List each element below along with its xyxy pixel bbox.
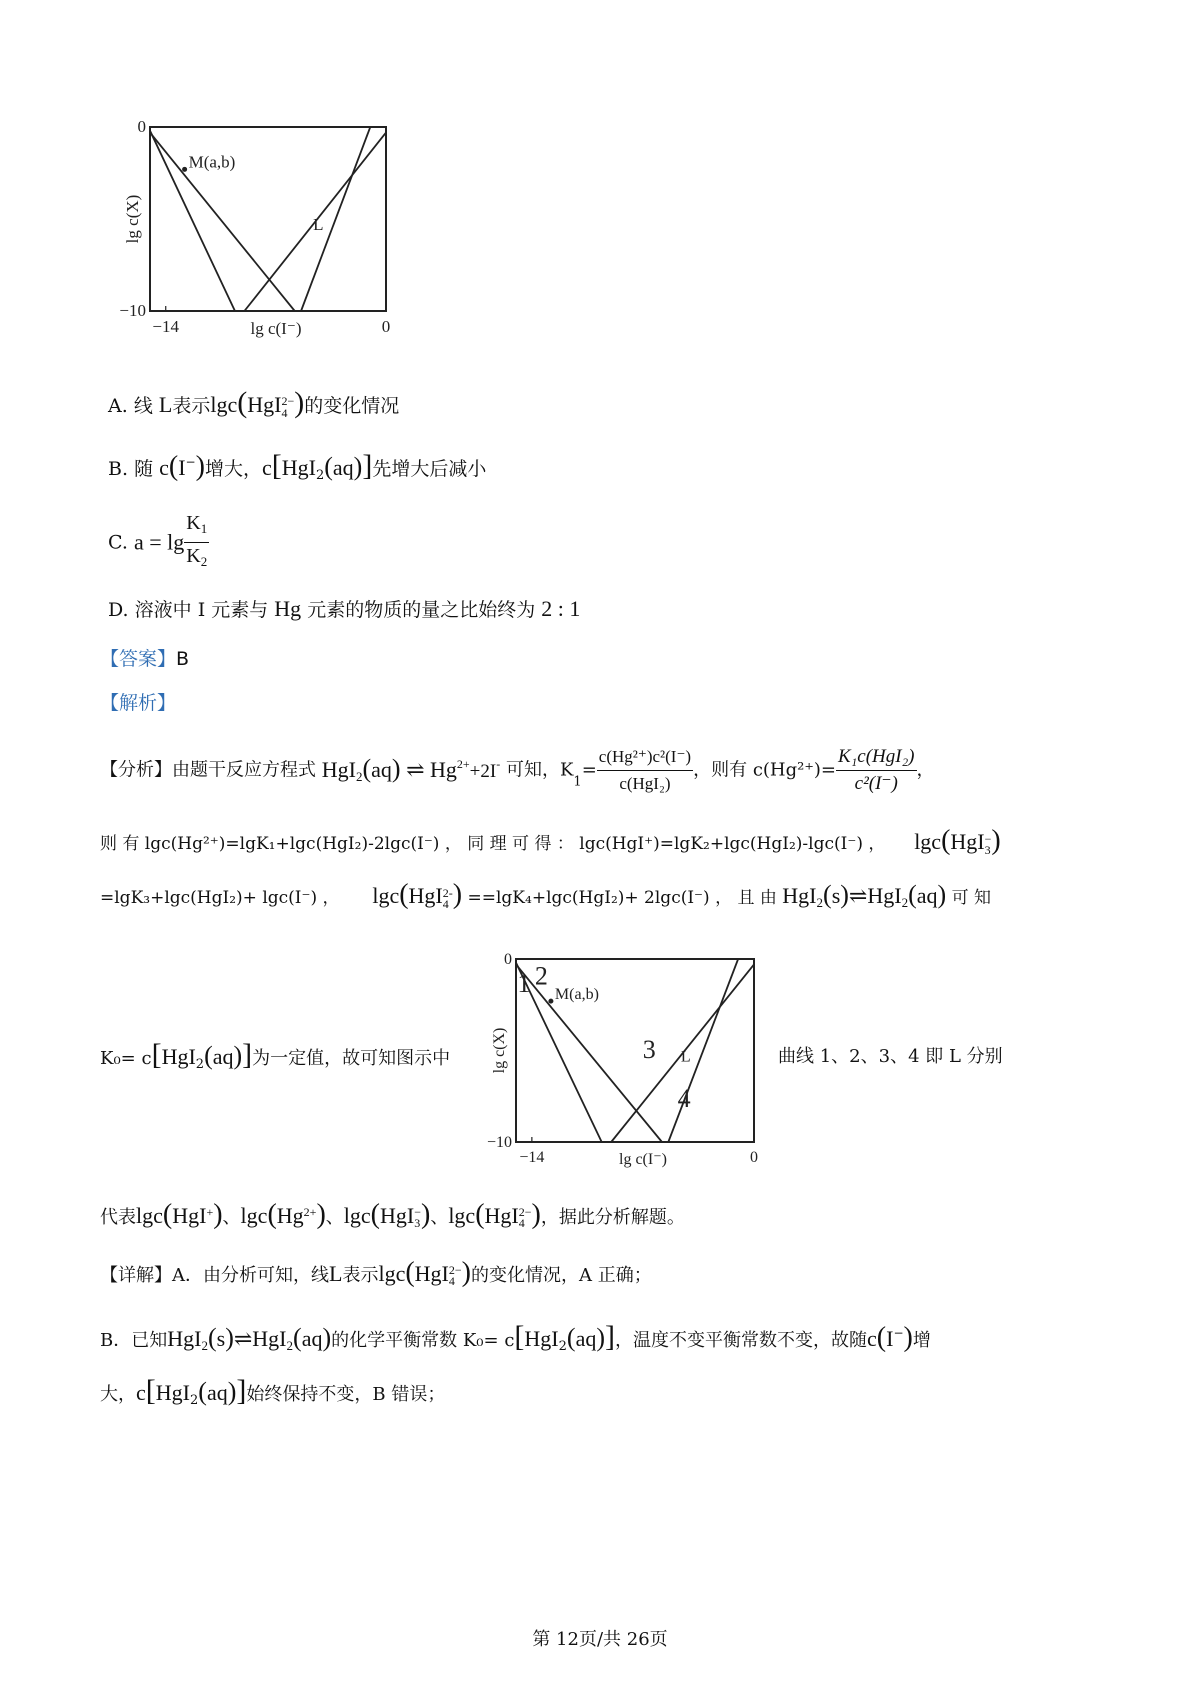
page-footer [0,1625,1200,1651]
line5-item: lgc(Hg 2+ ) [240,1199,326,1230]
curve-label-3: 3 [642,1034,656,1064]
detail-b-sub3: 2 [558,1339,567,1354]
hg-fraction [836,744,917,797]
detail-b-hg3: HgI [524,1326,559,1351]
detail-b-end: 增 [912,1330,931,1351]
curve-label-1: 1 [517,968,531,998]
detail-a-sup: 2− [448,1263,462,1277]
eq-hgi2: HgI [321,757,356,782]
analysis-line3-a: =lgK₃+lgc(HgI₂)+ lgc(I⁻) ， [100,888,340,908]
option-c [108,510,209,575]
chart-2 [478,945,778,1175]
detail-b2-aq: aq [206,1380,228,1405]
line5-item: lgc(HgI + ) [136,1199,223,1230]
analysis-line-2: 则 有 lgc(Hg²⁺)=lgK₁+lgc(HgI₂)-2lgc(I⁻) ， 同 理 可 得 ： lgc(HgI⁺)=lgK₂+lgc(HgI₂)-lgc(I⁻) ， lgc(HgI − 3 ) [100,825,1001,857]
y-axis-label: lg c(X) [491,1027,508,1074]
option-a-sub: 4 [281,406,288,420]
x-axis-label: lg c(I⁻) [250,319,302,338]
analysis-line-3: =lgK₃+lgc(HgI₂)+ lgc(I⁻) ， lgc(HgI 2- 4 ) ==lgK₄+lgc(HgI₂)+ 2lgc(I⁻) ， 且 由 HgI$_2$(s)⇌HgI$_2$(aq) 可 知 [100,879,991,911]
analysis-line4-aq: aq [212,1044,234,1069]
y-axis-label: lg c(X) [123,194,142,244]
analysis-line4-hg: HgI [161,1044,196,1069]
analysis-line-1: 【分析】由题干反应方程式 HgI$_2$(aq) ⇌ $Hg^{2+}+2I^-$ 可知，$K_1=$ $\frac{\text{c(Hg²⁺)c²(I⁻)}}{\text{c(HgI₂)}}$ ，则有 c(Hg²⁺)= $\frac{\text{K₁c(HgI₂)}}{\text{c²(I⁻)}}$ ， [100,744,935,798]
option-c-fraction [184,510,209,575]
analysis-line3-lgc: lgc [372,883,400,908]
option-d-text2: 元素的物质的量之比始终为 [307,599,536,621]
detail-b: B．已知HgI$_2$(s)⇌HgI$_2$(aq)的化学平衡常数 K₀= c[HgI$_2$(aq)]，温度不变平衡常数不变，故随c(I−)增 [100,1320,931,1354]
line5-item: lgc(HgI − 3 ) [343,1199,431,1230]
x-tick-label: 0 [750,1149,758,1166]
detail-b2-head: 大， [100,1384,136,1405]
analysis-line3-sub: 4 [442,896,449,911]
option-a-text: 线 [133,395,153,417]
x-axis-label: lg c(I⁻) [619,1151,667,1168]
detail-b-ion-sup: − [893,1326,904,1340]
detail-b2-hg: HgI [155,1380,190,1405]
eq-rhs: Hg [430,757,457,782]
analysis-line3-b: ==lgK₄+lgc(HgI₂)+ 2lgc(I⁻) ， 且 由 [467,888,777,908]
detail-b-mid2: ，温度不变平衡常数不变，故随 [615,1330,868,1351]
option-b-hg: HgI [281,455,316,480]
option-b-text2: 增大， [204,458,262,480]
analysis-line1-head: 【分析】由题干反应方程式 [100,759,316,781]
option-c-num-sub: 1 [200,521,208,536]
y-tick-label: −10 [119,301,146,320]
option-d-ratio: 2 : 1 [541,596,581,621]
eq-rhs2: +2I [469,761,497,782]
detail-a-species: HgI [414,1261,449,1286]
detail-a-lgc: lgc [378,1261,406,1286]
analysis-line5-tail: ，据此分析解题。 [540,1207,685,1228]
y-tick-label: 0 [504,951,512,968]
hg-den: c²(I⁻) [854,773,898,794]
line-l-label: L [680,1048,691,1066]
answer [100,644,189,674]
option-c-num: K [186,512,201,534]
detail-b-mid: 的化学平衡常数 K₀= c [331,1330,515,1351]
curve-label-4: 4 [677,1084,691,1114]
option-b-aq: aq [332,455,354,480]
detail-b-ion: I [886,1326,894,1351]
detail-b2-tail: 始终保持不变，B 错误； [246,1384,446,1405]
detail-b-hg: HgI [167,1326,202,1351]
detail-b2-c: c [136,1380,146,1405]
option-a-species: HgI [247,392,282,417]
option-d-text: 溶液中 I 元素与 [134,599,269,621]
detail-b2: 大，c[HgI$_2$(aq)]始终保持不变，B 错误； [100,1374,446,1408]
analysis-line5-head: 代表 [100,1207,136,1228]
analysis-line2-text: 则 有 lgc(Hg²⁺)=lgK₁+lgc(HgI₂)-2lgc(I⁻) ， 同 理 可 得 ： lgc(HgI⁺)=lgK₂+lgc(HgI₂)-lgc(I⁻) ， [100,834,886,854]
x-tick-label: −14 [519,1149,545,1166]
option-b-text: 随 [134,458,154,480]
option-a-sup: 2− [281,394,295,408]
detail-b-c: c [867,1326,877,1351]
analysis-line4-c: 曲线 1、2、3、4 即 L 分别 [778,1046,1003,1067]
comma: ， [916,759,935,781]
detail-b-hg2: HgI [252,1326,287,1351]
option-c-label: C. [108,531,128,554]
option-a-text3: 的变化情况 [304,395,400,417]
k1-equals: = [581,759,597,781]
analysis-title: 【解析】 [100,692,177,714]
option-d [108,594,580,625]
option-b-label: B. [108,458,129,480]
eq-rhs2-sup: - [496,757,501,771]
line3-eq-sub: 2 [816,895,824,910]
option-b: B. 随 c(I−)增大，c[HgI$_2$(aq)]先增大后减小 [108,449,487,483]
option-a: A. 线 L表示lgc(HgI 2− 4 )的变化情况 [108,386,400,420]
option-c-den: K [186,545,201,567]
line3-eq-s: s [831,883,841,908]
k1-den: c(HgI₂) [619,774,671,793]
line3-eq-rsub: 2 [901,895,909,910]
option-b-ion: I [178,455,186,480]
analysis-line5-items [136,1199,541,1230]
hg-num: K₁c(HgI₂) [836,744,917,771]
answer-title: 【答案】 [100,648,177,670]
detail-a-mid: 表示 [342,1265,379,1286]
option-a-lgc: lgc [210,392,238,417]
detail-b-s: s [216,1326,226,1351]
detail-a-head: 【详解】A．由分析可知，线 [100,1265,329,1286]
chart-1 [100,105,430,365]
analysis-line3-species: HgI [408,883,443,908]
option-a-L: L [158,392,173,417]
text-kezhi: 可知，K [505,759,574,781]
point-label: M(a,b) [554,986,599,1004]
plot-frame [516,959,754,1142]
x-tick-label: 0 [381,317,391,336]
curve-label-2: 2 [534,961,548,991]
y-tick-label: 0 [137,117,146,136]
line5-separator: 、 [325,1207,344,1228]
eq-aq: aq [371,757,392,782]
line5-separator: 、 [222,1207,241,1228]
detail-a-L: L [329,1261,343,1286]
detail-a: 【详解】A．由分析可知，线L表示lgc(HgI 2− 4 )的变化情况，A 正确； [100,1257,652,1288]
detail-b-head: B．已知 [100,1330,168,1351]
analysis-line4-a: K₀= c [100,1048,152,1069]
analysis-line2-lgc: lgc [914,829,942,854]
option-c-lhs: a = lg [133,529,185,555]
chart-1-plot [119,117,390,338]
line3-eq-r: HgI [867,883,902,908]
analysis-line2-sub: 3 [984,842,991,857]
detail-b-aq: aq [301,1326,323,1351]
line3-eq-aq: aq [916,883,938,908]
analysis-line-5 [100,1200,685,1233]
line-l-label: L [313,215,324,235]
page-number: 第 12页/共 26页 [532,1629,668,1650]
analysis-line2-species: HgI [950,829,985,854]
analysis-line3-end: 可 知 [951,888,991,908]
text-zeyou: ，则有 c(Hg²⁺)= [693,759,836,781]
series-line-4 [668,959,738,1142]
plot-frame [150,127,386,311]
analysis-line4-b: 为一定值，故可知图示中 [252,1048,451,1069]
eq-sub: 2 [355,769,363,784]
k1-fraction [597,744,693,797]
detail-b-sub2: 2 [286,1338,294,1353]
option-a-label: A. [108,395,128,417]
detail-a-sub: 4 [448,1274,455,1288]
analysis-line2-sup: − [984,831,992,846]
option-c-den-sub: 2 [200,554,208,569]
option-d-hg: Hg [274,596,302,621]
option-b-sub: 2 [315,468,325,483]
detail-a-tail: 的变化情况，A 正确； [471,1265,652,1286]
detail-b-aq3: aq [575,1326,597,1351]
point-m [548,999,553,1004]
option-b-c2: c [261,455,272,480]
x-tick-label: −14 [152,317,180,336]
option-d-label: D. [108,599,129,621]
chart-2-plot [487,951,758,1168]
analysis-line4-sub: 2 [195,1057,205,1072]
point-m [182,167,187,172]
answer-value: B [176,648,190,670]
analysis-title-row [100,688,176,718]
option-b-c: c [159,455,169,480]
k1-num: c(Hg²⁺)c²(I⁻) [597,744,693,771]
eq-rhs-sup: 2+ [456,757,470,771]
analysis-line-4a: K₀= c[HgI$_2$(aq)]为一定值，故可知图示中 [100,1038,451,1072]
line5-item: lgc(HgI 2− 4 ) [448,1199,541,1230]
detail-b-sub: 2 [201,1338,208,1353]
line5-separator: 、 [430,1207,449,1228]
option-b-text3: 先增大后减小 [372,458,487,480]
y-tick-label: −10 [486,1134,512,1151]
analysis-line3-sup: 2- [442,885,453,900]
k1-sub: 1 [573,774,582,790]
option-a-text2: 表示 [172,395,211,417]
option-b-ion-sup: − [185,455,196,469]
detail-b2-sub: 2 [189,1393,199,1408]
analysis-line-4c [778,1042,1003,1072]
point-label: M(a,b) [188,152,236,172]
line3-eq-l: HgI [782,883,817,908]
series-line-4 [301,127,370,311]
